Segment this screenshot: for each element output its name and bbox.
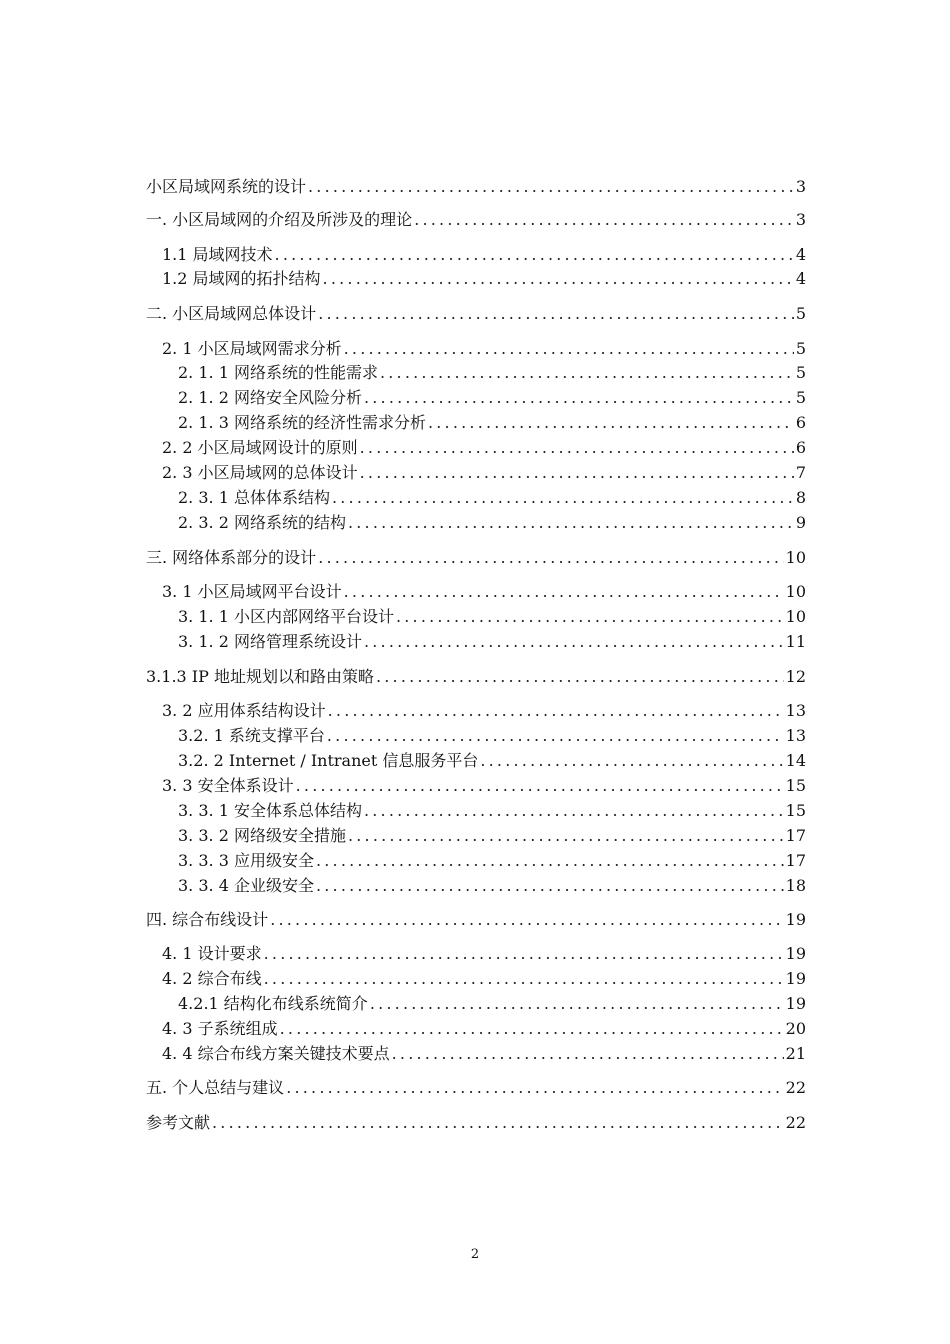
toc-leader-dots bbox=[364, 630, 784, 654]
toc-entry-page: 21 bbox=[785, 1044, 806, 1063]
toc-entry-title: 2. 3. 1 总体体系结构 bbox=[178, 488, 330, 507]
toc-leader-dots bbox=[280, 1017, 784, 1041]
toc-entry-title: 3. 3. 3 应用级安全 bbox=[178, 851, 314, 870]
toc-entry[interactable] bbox=[146, 546, 806, 570]
toc-entry-title: 2. 3. 2 网络系统的结构 bbox=[178, 513, 346, 532]
toc-leader-dots bbox=[392, 1042, 784, 1066]
toc-entry[interactable] bbox=[178, 386, 806, 410]
toc-leader-dots bbox=[316, 849, 784, 873]
toc-leader-dots bbox=[270, 908, 783, 932]
toc-entry[interactable] bbox=[146, 1111, 806, 1135]
toc-entry-page: 5 bbox=[795, 304, 806, 323]
toc-entry[interactable] bbox=[162, 580, 806, 604]
toc-leader-dots bbox=[376, 665, 784, 689]
toc-entry-title: 3. 2 应用体系结构设计 bbox=[162, 701, 326, 720]
toc-entry-title: 二. 小区局域网总体设计 bbox=[146, 304, 317, 323]
toc-entry[interactable] bbox=[162, 699, 806, 723]
toc-entry-page: 10 bbox=[785, 607, 806, 626]
toc-entry-page: 13 bbox=[785, 701, 806, 720]
toc-entry-page: 17 bbox=[785, 851, 806, 870]
toc-entry-page: 19 bbox=[785, 994, 806, 1013]
toc-leader-dots bbox=[364, 799, 784, 823]
toc-entry[interactable] bbox=[162, 337, 806, 361]
toc-entry-title: 4. 4 综合布线方案关键技术要点 bbox=[162, 1044, 390, 1063]
toc-entry-title: 3. 3 安全体系设计 bbox=[162, 776, 294, 795]
toc-entry-page: 3 bbox=[795, 177, 806, 196]
toc-leader-dots bbox=[414, 208, 794, 232]
toc-entry[interactable] bbox=[178, 361, 806, 385]
toc-entry[interactable] bbox=[162, 243, 806, 267]
toc-entry-page: 6 bbox=[795, 413, 806, 432]
toc-entry-page: 10 bbox=[785, 548, 806, 567]
toc-entry[interactable] bbox=[162, 461, 806, 485]
toc-leader-dots bbox=[212, 1111, 784, 1135]
toc-entry[interactable] bbox=[178, 799, 806, 823]
toc-entry-page: 7 bbox=[795, 463, 806, 482]
toc-entry-page: 10 bbox=[785, 582, 806, 601]
toc-entry-title: 2. 3 小区局域网的总体设计 bbox=[162, 463, 358, 482]
toc-entry[interactable] bbox=[162, 1017, 806, 1041]
toc-leader-dots bbox=[286, 1076, 783, 1100]
toc-entry-title: 3. 1 小区局域网平台设计 bbox=[162, 582, 342, 601]
toc-entry[interactable] bbox=[178, 630, 806, 654]
toc-entry-title: 3.2. 1 系统支撑平台 bbox=[178, 726, 325, 745]
toc-entry-page: 11 bbox=[785, 632, 806, 651]
toc-entry[interactable] bbox=[162, 436, 806, 460]
toc-leader-dots bbox=[348, 824, 784, 848]
toc-entry-page: 8 bbox=[795, 488, 806, 507]
toc-leader-dots bbox=[318, 546, 783, 570]
toc-entry-title: 五. 个人总结与建议 bbox=[146, 1078, 285, 1097]
toc-entry-page: 15 bbox=[785, 776, 806, 795]
toc-entry[interactable] bbox=[178, 605, 806, 629]
toc-entry-title: 4.2.1 结构化布线系统简介 bbox=[178, 994, 368, 1013]
toc-leader-dots bbox=[360, 436, 794, 460]
toc-entry[interactable] bbox=[178, 749, 806, 773]
toc-entry[interactable] bbox=[146, 208, 806, 232]
toc-entry-page: 13 bbox=[785, 726, 806, 745]
toc-entry-title: 1.2 局域网的拓扑结构 bbox=[162, 269, 321, 288]
toc-entry-title: 2. 1. 2 网络安全风险分析 bbox=[178, 388, 362, 407]
toc-entry-title: 3. 1. 2 网络管理系统设计 bbox=[178, 632, 362, 651]
toc-leader-dots bbox=[327, 724, 784, 748]
toc-leader-dots bbox=[396, 605, 784, 629]
toc-entry[interactable] bbox=[146, 908, 806, 932]
toc-entry[interactable] bbox=[178, 824, 806, 848]
toc-leader-dots bbox=[328, 699, 784, 723]
toc-entry-title: 3.1.3 IP 地址规划以和路由策略 bbox=[146, 667, 374, 686]
toc-entry-page: 22 bbox=[785, 1113, 806, 1132]
toc-leader-dots bbox=[308, 175, 794, 199]
toc-entry-title: 一. 小区局域网的介绍及所涉及的理论 bbox=[146, 210, 413, 229]
toc-leader-dots bbox=[480, 749, 783, 773]
toc-entry[interactable] bbox=[146, 665, 806, 689]
toc-entry[interactable] bbox=[146, 175, 806, 199]
toc-leader-dots bbox=[360, 461, 794, 485]
toc-entry-title: 三. 网络体系部分的设计 bbox=[146, 548, 317, 567]
toc-entry-page: 5 bbox=[795, 363, 806, 382]
toc-entry-title: 四. 综合布线设计 bbox=[146, 910, 269, 929]
toc-leader-dots bbox=[275, 243, 794, 267]
toc-entry[interactable] bbox=[146, 1076, 806, 1100]
toc-entry[interactable] bbox=[178, 874, 806, 898]
toc-entry-page: 19 bbox=[785, 910, 806, 929]
toc-entry-page: 5 bbox=[795, 339, 806, 358]
toc-leader-dots bbox=[364, 386, 794, 410]
toc-entry[interactable] bbox=[178, 724, 806, 748]
toc-entry-title: 参考文献 bbox=[146, 1113, 211, 1132]
toc-entry-title: 3. 1. 1 小区内部网络平台设计 bbox=[178, 607, 394, 626]
toc-entry[interactable] bbox=[162, 774, 806, 798]
toc-entry-page: 3 bbox=[795, 210, 806, 229]
toc-leader-dots bbox=[380, 361, 794, 385]
toc-entry-title: 3. 3. 1 安全体系总体结构 bbox=[178, 801, 362, 820]
toc-entry-page: 22 bbox=[785, 1078, 806, 1097]
toc-entry-page: 17 bbox=[785, 826, 806, 845]
toc-leader-dots bbox=[428, 411, 794, 435]
toc-entry-title: 小区局域网系统的设计 bbox=[146, 177, 307, 196]
toc-entry-page: 15 bbox=[785, 801, 806, 820]
toc-entry-title: 1.1 局域网技术 bbox=[162, 245, 273, 264]
toc-entry-title: 2. 2 小区局域网设计的原则 bbox=[162, 438, 358, 457]
toc-leader-dots bbox=[348, 511, 794, 535]
toc-entry-title: 2. 1. 1 网络系统的性能需求 bbox=[178, 363, 378, 382]
toc-leader-dots bbox=[323, 267, 794, 291]
toc-entry-title: 2. 1. 3 网络系统的经济性需求分析 bbox=[178, 413, 426, 432]
toc-leader-dots bbox=[344, 580, 784, 604]
toc-entry-page: 18 bbox=[785, 876, 806, 895]
toc-entry-page: 12 bbox=[785, 667, 806, 686]
toc-entry[interactable] bbox=[178, 411, 806, 435]
toc-entry-title: 3. 3. 4 企业级安全 bbox=[178, 876, 314, 895]
toc-entry-page: 19 bbox=[785, 944, 806, 963]
toc-entry-title: 3.2. 2 Internet / Intranet 信息服务平台 bbox=[178, 751, 479, 770]
toc-leader-dots bbox=[264, 967, 784, 991]
toc-entry-page: 5 bbox=[795, 388, 806, 407]
toc-entry[interactable] bbox=[178, 992, 806, 1016]
toc-entry[interactable] bbox=[162, 942, 806, 966]
toc-leader-dots bbox=[332, 486, 794, 510]
toc-leader-dots bbox=[370, 992, 784, 1016]
toc-entry-title: 4. 3 子系统组成 bbox=[162, 1019, 278, 1038]
toc-entry-page: 20 bbox=[785, 1019, 806, 1038]
toc-entry-page: 4 bbox=[795, 245, 806, 264]
toc-entry[interactable] bbox=[162, 267, 806, 291]
toc-leader-dots bbox=[344, 337, 794, 361]
toc-entry[interactable] bbox=[178, 511, 806, 535]
toc-leader-dots bbox=[316, 874, 784, 898]
toc-entry[interactable] bbox=[162, 1042, 806, 1066]
toc-entry[interactable] bbox=[146, 302, 806, 326]
toc-entry-page: 4 bbox=[795, 269, 806, 288]
toc-entry-title: 4. 1 设计要求 bbox=[162, 944, 262, 963]
toc-entry-title: 2. 1 小区局域网需求分析 bbox=[162, 339, 342, 358]
toc-entry-page: 9 bbox=[795, 513, 806, 532]
toc-entry-title: 4. 2 综合布线 bbox=[162, 969, 262, 988]
toc-leader-dots bbox=[264, 942, 784, 966]
toc-entry-page: 19 bbox=[785, 969, 806, 988]
toc-entry[interactable] bbox=[178, 849, 806, 873]
toc-leader-dots bbox=[296, 774, 784, 798]
toc-entry[interactable] bbox=[178, 486, 806, 510]
toc-entry-page: 14 bbox=[785, 751, 806, 770]
toc-entry[interactable] bbox=[162, 967, 806, 991]
toc-leader-dots bbox=[318, 302, 794, 326]
toc-entry-title: 3. 3. 2 网络级安全措施 bbox=[178, 826, 346, 845]
toc-entry-page: 6 bbox=[795, 438, 806, 457]
page-number: 2 bbox=[470, 1247, 480, 1262]
